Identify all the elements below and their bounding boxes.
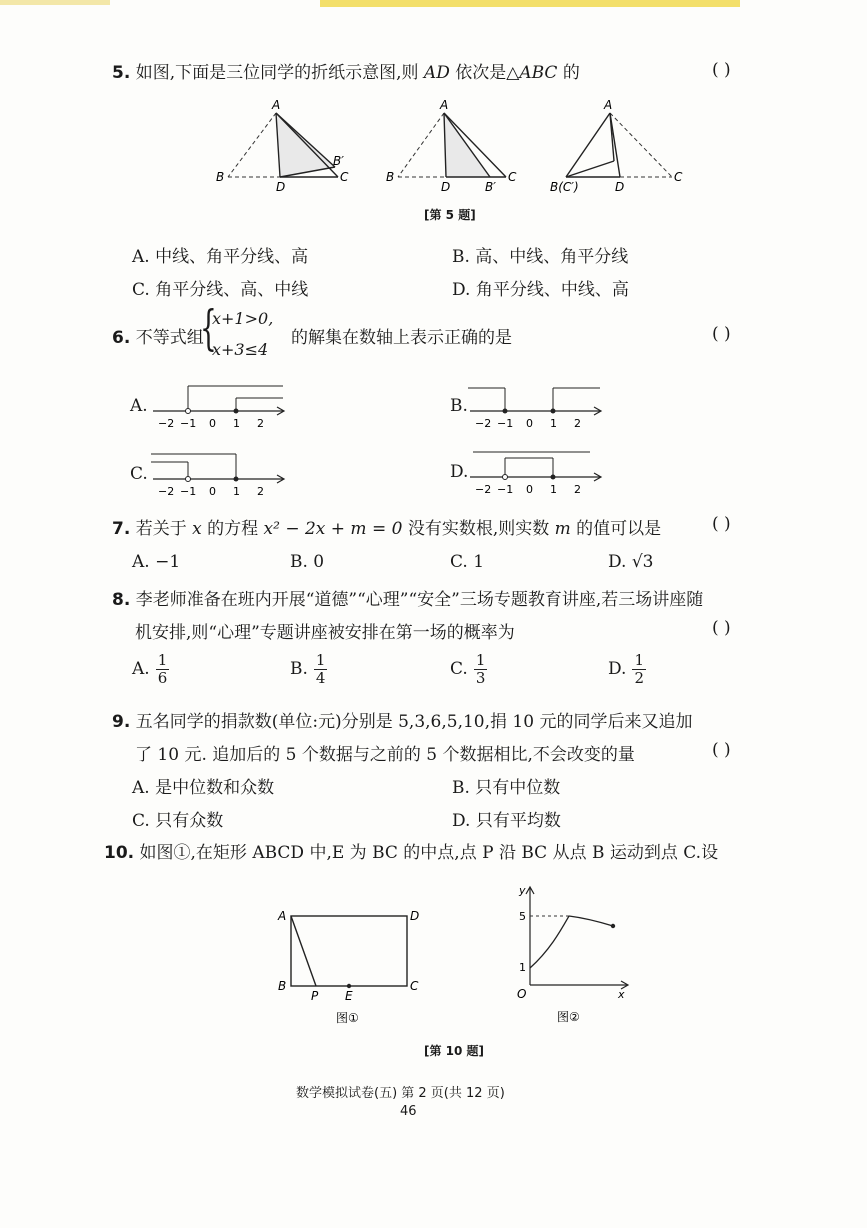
q5-f1-label-d: D [276, 180, 286, 194]
q6-text-b: 的解集在数轴上表示正确的是 [291, 328, 512, 348]
q7-var-x: x [192, 519, 202, 539]
svg-text:−2: −2 [158, 417, 175, 430]
q5-answer-paren: ( ) [712, 60, 731, 80]
svg-text:x: x [618, 988, 625, 1001]
q5-f3-label-d: D [615, 180, 625, 194]
q5-figure-1 [216, 98, 349, 194]
svg-text:0: 0 [526, 483, 533, 496]
q7-number: 7. [112, 519, 131, 539]
q7-option-c: C. 1 [450, 552, 485, 572]
q7-option-d: D. √3 [608, 552, 654, 572]
q5-f2-label-b: B [386, 170, 395, 184]
q6-number: 6. [112, 328, 131, 348]
q9-option-b: B. 只有中位数 [452, 778, 561, 798]
q5-number: 5. [112, 63, 131, 83]
svg-text:y: y [519, 884, 526, 897]
q9-option-c: C. 只有众数 [132, 811, 224, 831]
svg-text:图①: 图① [336, 1011, 359, 1025]
q9-line-1 [112, 707, 692, 732]
svg-text:0: 0 [526, 417, 533, 430]
q5-f1-label-bprime: B′ [333, 154, 344, 168]
top-edge-mark [0, 0, 110, 5]
q6-option-d-letter: D. [450, 462, 469, 482]
q8-option-b: B. $\frac{1}{4}$ [290, 651, 326, 687]
q7-var-m: m [554, 519, 571, 539]
q8-number: 8. [112, 590, 131, 610]
q5-option-d: D. 角平分线、中线、高 [452, 280, 629, 300]
svg-text:图②: 图② [557, 1010, 580, 1024]
svg-text:0: 0 [209, 417, 216, 430]
q5-text-b: 依次是△ [449, 63, 520, 83]
svg-text:1: 1 [233, 485, 240, 498]
svg-text:A: A [278, 909, 287, 923]
svg-text:1: 1 [550, 483, 557, 496]
q5-f2-label-c: C [508, 170, 517, 184]
footer-title: 数学模拟试卷(五) 第 2 页(共 12 页) [296, 1086, 505, 1101]
q5-text-ad: AD [423, 63, 450, 83]
q7-text-b: 的方程 [201, 519, 264, 539]
q5-f2-label-d: D [441, 180, 451, 194]
q5-f1-label-a: A [272, 98, 281, 112]
svg-text:−1: −1 [497, 483, 514, 496]
q6-numberline-b [465, 376, 610, 434]
svg-text:E: E [345, 989, 353, 1003]
q5-option-b: B. 高、中线、角平分线 [452, 247, 629, 267]
q5-stem [112, 58, 580, 83]
q5-f1-label-c: C [340, 170, 349, 184]
svg-text:C: C [410, 979, 419, 993]
q5-f2-label-bprime: B′ [485, 180, 496, 194]
q6-stem-a [112, 323, 204, 348]
q5-text-abc: ABC [519, 63, 558, 83]
q9-line-2: 了 10 元. 追加后的 5 个数据与之前的 5 个数据相比,不会改变的量 [135, 745, 635, 765]
q6-text-a: 不等式组 [135, 328, 204, 348]
q5-f3-label-bc: B(C′) [550, 180, 579, 194]
q6-option-c-letter: C. [130, 464, 148, 484]
svg-text:2: 2 [257, 485, 264, 498]
q7-equation: x² − 2x + m = 0 [263, 519, 403, 539]
svg-text:2: 2 [574, 483, 581, 496]
q6-ineq-1: x+1>0, [212, 309, 274, 328]
q7-option-b: B. 0 [290, 552, 325, 572]
q7-text-a: 若关于 [135, 519, 193, 539]
q6-brace: { [200, 300, 217, 356]
svg-text:5: 5 [519, 910, 526, 923]
q7-answer-paren: ( ) [712, 514, 731, 534]
q6-numberline-d [465, 442, 610, 500]
q9-number: 9. [112, 712, 131, 732]
q8-answer-paren: ( ) [712, 618, 731, 638]
top-highlight-strip [320, 0, 740, 7]
svg-text:−2: −2 [475, 417, 492, 430]
q10-line-1 [104, 838, 718, 863]
q8-text-1: 李老师准备在班内开展“道德”“心理”“安全”三场专题教育讲座,若三场讲座随 [135, 590, 704, 610]
q8-line-2: 机安排,则“心理”专题讲座被安排在第一场的概率为 [135, 623, 515, 643]
q9-answer-paren: ( ) [712, 740, 731, 760]
q10-text-1: 如图①,在矩形 ABCD 中,E 为 BC 的中点,点 P 沿 BC 从点 B 运动到点 C.设 [139, 843, 719, 863]
svg-text:−1: −1 [497, 417, 514, 430]
svg-text:1: 1 [233, 417, 240, 430]
svg-text:1: 1 [519, 961, 526, 974]
q10-figure-2 [505, 880, 635, 1030]
q5-figures [200, 95, 700, 195]
q5-option-c: C. 角平分线、高、中线 [132, 280, 309, 300]
q9-option-d: D. 只有平均数 [452, 811, 561, 831]
q8-option-c: C. $\frac{1}{3}$ [450, 651, 486, 687]
q6-numberline-c [148, 444, 293, 502]
q5-caption: [第 5 题] [424, 208, 476, 222]
svg-text:1: 1 [550, 417, 557, 430]
svg-text:2: 2 [257, 417, 264, 430]
q7-text-d: 的值可以是 [570, 519, 662, 539]
svg-text:−2: −2 [158, 485, 175, 498]
q7-text-c: 没有实数根,则实数 [402, 519, 555, 539]
q5-figure-3 [550, 98, 683, 194]
q10-caption: [第 10 题] [424, 1044, 485, 1058]
q6-answer-paren: ( ) [712, 324, 731, 344]
q5-option-a: A. 中线、角平分线、高 [132, 247, 309, 267]
q9-text-1: 五名同学的捐款数(单位:元)分别是 5,3,6,5,10,捐 10 元的同学后来又追加 [135, 712, 693, 732]
q6-numberline-a [148, 376, 293, 434]
q5-f2-label-a: A [440, 98, 449, 112]
q10-number: 10. [104, 843, 135, 863]
q6-option-a-letter: A. [130, 396, 148, 416]
q9-option-a: A. 是中位数和众数 [132, 778, 275, 798]
q7-stem [112, 514, 661, 539]
q6-ineq-2: x+3≤4 [212, 340, 269, 359]
q5-figure-2 [386, 98, 517, 194]
q5-text-a: 如图,下面是三位同学的折纸示意图,则 [135, 63, 424, 83]
q7-option-a: A. −1 [132, 552, 181, 572]
svg-text:−1: −1 [180, 485, 197, 498]
svg-text:0: 0 [209, 485, 216, 498]
q8-option-a: A. $\frac{1}{6}$ [132, 651, 168, 687]
svg-text:2: 2 [574, 417, 581, 430]
q8-line-1 [112, 585, 703, 610]
q8-option-d: D. $\frac{1}{2}$ [608, 651, 644, 687]
page-number: 46 [400, 1104, 417, 1119]
q5-text-c: 的 [557, 63, 580, 83]
q6-option-b-letter: B. [450, 396, 468, 416]
q5-f1-label-b: B [216, 170, 225, 184]
svg-text:D: D [410, 909, 420, 923]
svg-text:B: B [278, 979, 287, 993]
svg-text:−2: −2 [475, 483, 492, 496]
svg-text:O: O [517, 987, 527, 1001]
q5-f3-label-c: C [674, 170, 683, 184]
svg-text:P: P [311, 989, 319, 1003]
svg-text:−1: −1 [180, 417, 197, 430]
q10-figure-1 [270, 900, 430, 1030]
q5-f3-label-a: A [604, 98, 613, 112]
